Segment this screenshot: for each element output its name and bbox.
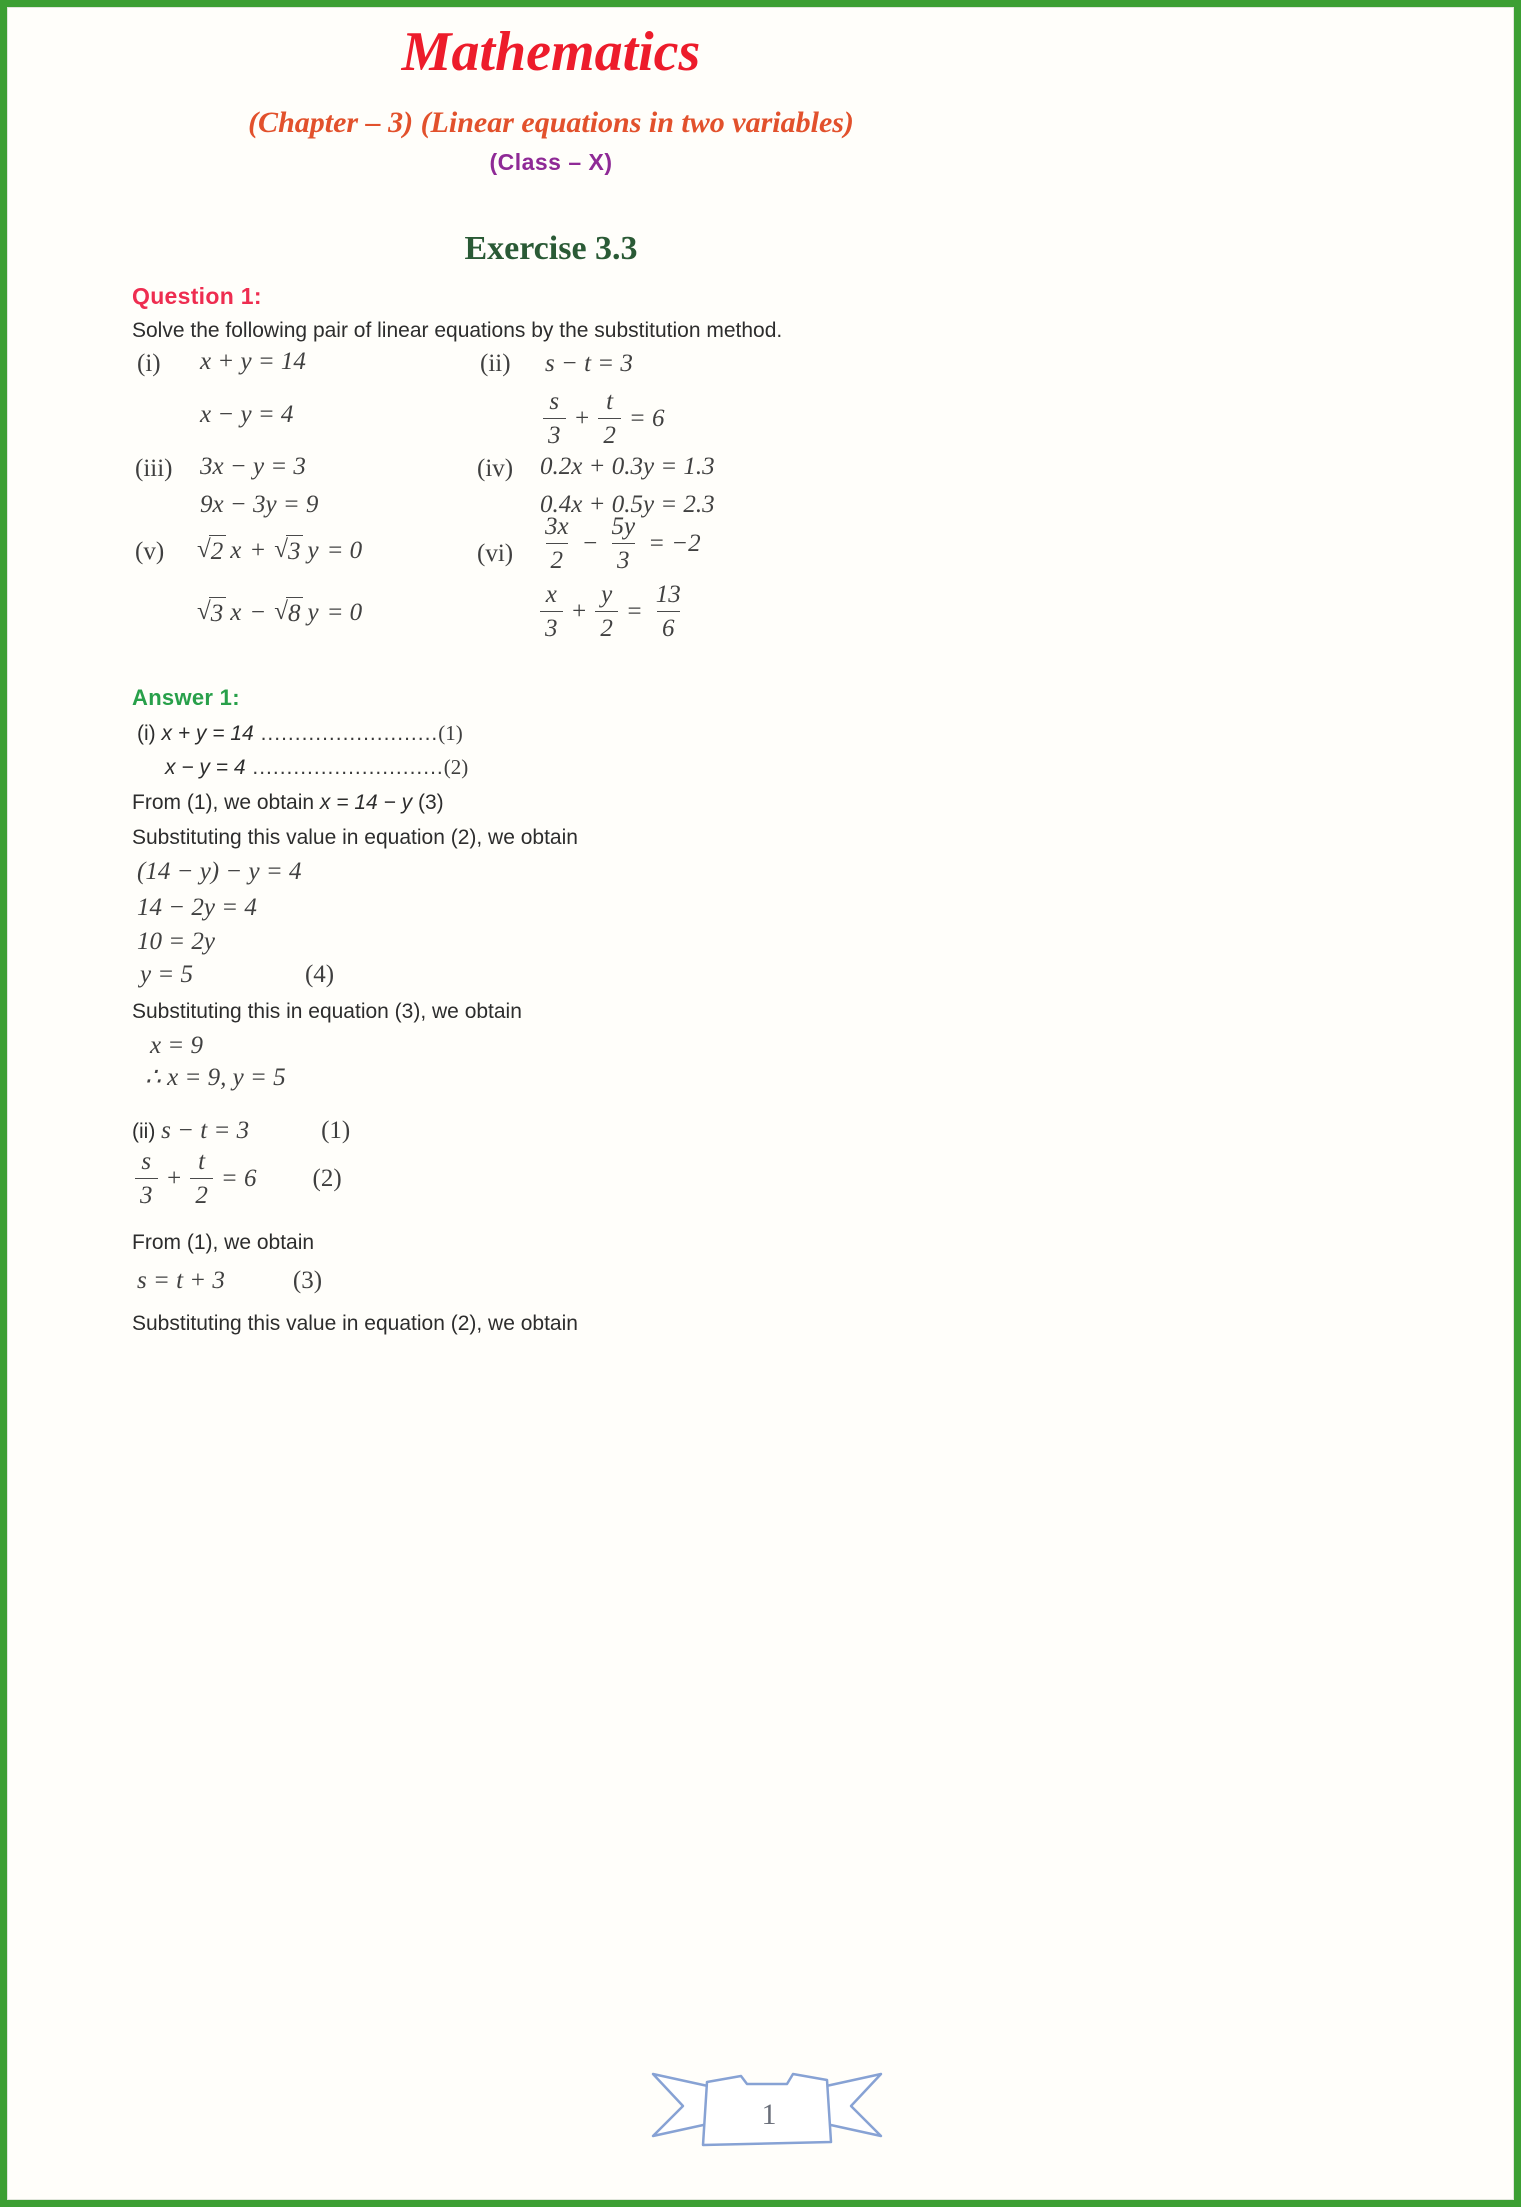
fraction: $\frac{t}{2}$ [190,1149,213,1208]
part-iii-equation-2: 9x − 3y = 9 [200,491,319,518]
answer-i-from-line: From (1), we obtain x = 14 − y (3) [132,791,444,814]
page-title: Mathematics [401,21,701,83]
answer-heading: Answer 1: [132,685,240,710]
fraction: $\frac{13}{6}$ [655,581,681,642]
part-v-equation-1: √ 2 x + √ 3 y = 0 [197,536,363,565]
part-v-equation-2: √ 3 x − √ 8 y = 0 [197,598,363,627]
part-ii-equation-1: s − t = 3 [545,350,633,377]
answer-i-substitute-2: Substituting this value in equation (2), we obtain [132,826,578,849]
part-ii-label: (ii) [480,350,511,377]
answer-i-step-2: 14 − 2y = 4 [137,894,257,921]
answer-ii-substitute-2: Substituting this value in equation (2), we obtain [132,1312,578,1335]
part-vi-equation-1: $\frac{3x}{2}$ − $\frac{5y}{3}$ = −2 [540,514,701,573]
page-number-ribbon [637,2052,897,2152]
part-v-label: (v) [135,538,165,565]
sqrt-term: √ 3 [274,535,303,567]
part-i-equation-2: x − y = 4 [200,401,294,428]
answer-ii-equation-1: (ii) s − t = 3 (1) [132,1117,351,1144]
part-ii-equation-2: $\frac{s}{3}$ + $\frac{t}{2}$ = 6 [543,389,665,448]
answer-i-substitute-3: Substituting this in equation (3), we obtain [132,1000,522,1023]
part-i-equation-1: x + y = 14 [200,348,306,375]
part-iii-equation-1: 3x − y = 3 [200,453,306,480]
sqrt-term: √ 3 [197,597,226,629]
part-iv-equation-2: 0.4x + 0.5y = 2.3 [540,491,715,518]
page-number: 1 [761,2098,777,2131]
answer-i-step-1: (14 − y) − y = 4 [137,858,302,885]
part-iv-label: (iv) [477,455,514,482]
fraction: $\frac{3x}{2}$ [545,513,569,574]
question-heading: Question 1: [132,283,262,309]
answer-ii-equation-2: $\frac{s}{3}$ + $\frac{t}{2}$ = 6 (2) [135,1149,342,1208]
class-line: (Class – X) [489,149,613,175]
fraction: $\frac{y}{2}$ [595,582,618,641]
answer-i-step-4: y = 5 (4) [140,961,335,988]
sqrt-term: √ 8 [274,597,303,629]
part-i-label: (i) [137,350,161,377]
answer-i-step-5: x = 9 [150,1032,203,1059]
question-prompt: Solve the following pair of linear equations by the substitution method. [132,319,783,342]
fraction: $\frac{s}{3}$ [543,389,566,448]
part-vi-label: (vi) [477,540,514,567]
ribbon-banner-icon [637,2052,897,2152]
answer-i-equation-2: x − y = 4 ............................(2) [165,755,469,779]
answer-ii-step-1: s = t + 3 (3) [137,1267,323,1294]
part-vi-equation-2: $\frac{x}{3}$ + $\frac{y}{2}$ = $\frac{13}{6}$ [540,582,686,641]
fraction: $\frac{x}{3}$ [540,582,563,641]
answer-i-step-3: 10 = 2y [137,928,215,955]
fraction: $\frac{5y}{3}$ [611,513,636,574]
sqrt-term: √ 2 [197,535,226,567]
exercise-heading: Exercise 3.3 [464,230,638,267]
answer-ii-from-line: From (1), we obtain [132,1231,315,1254]
answer-i-conclusion: ∴ x = 9, y = 5 [145,1064,286,1091]
part-iii-label: (iii) [135,455,173,482]
answer-i-equation-1: (i) x + y = 14 ..........................(1) [137,721,463,745]
part-iv-equation-1: 0.2x + 0.3y = 1.3 [540,453,715,480]
fraction: $\frac{t}{2}$ [598,389,621,448]
chapter-subtitle: (Chapter – 3) (Linear equations in two variables) [248,106,854,139]
fraction: $\frac{s}{3}$ [135,1149,158,1208]
